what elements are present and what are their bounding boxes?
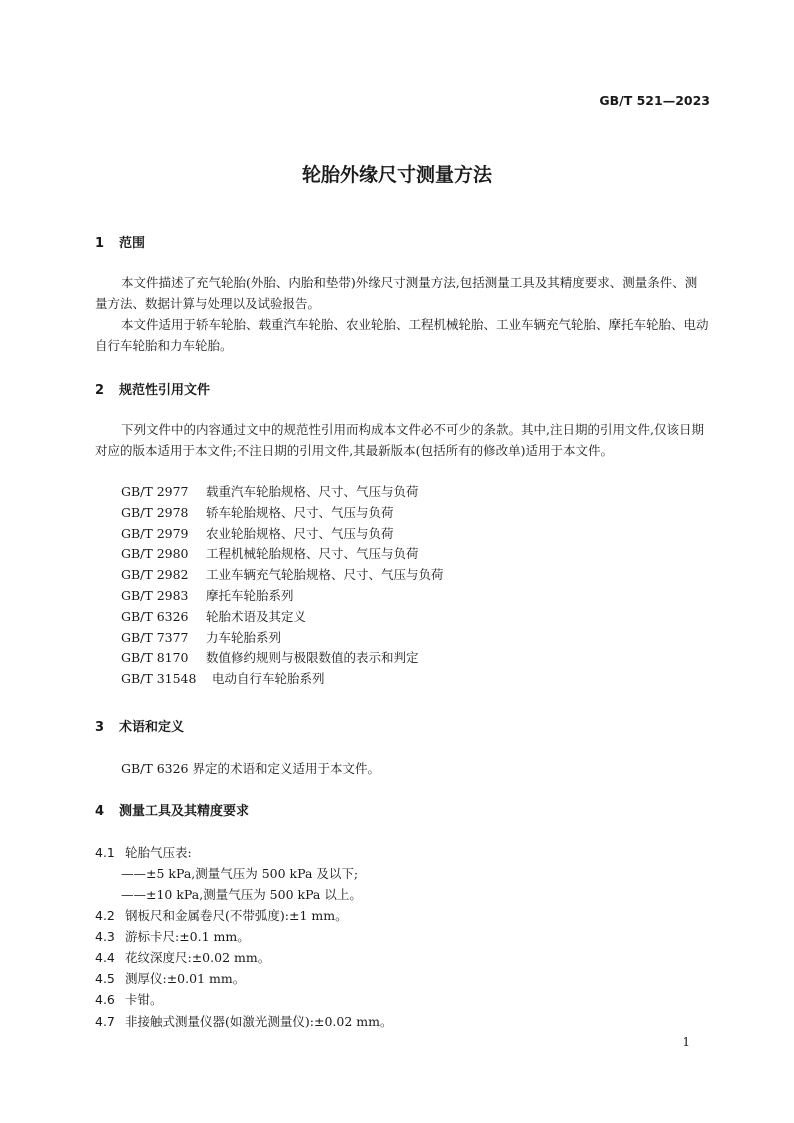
reference-item [121, 586, 444, 607]
standard-code: GB/T 521—2023 [599, 93, 710, 108]
clause-text: 轮胎气压表: [125, 845, 192, 860]
clause-text: 游标卡尺:±0.1 mm。 [125, 929, 250, 944]
clause-4-2 [95, 906, 348, 924]
section-title: 术语和定义 [119, 720, 185, 735]
dash-list-item: ——±5 kPa,测量气压为 500 kPa 及以下; [121, 866, 359, 881]
clause-4-4 [95, 948, 270, 966]
reference-item [121, 565, 444, 586]
reference-title: 农业轮胎规格、尺寸、气压与负荷 [206, 525, 394, 541]
reference-title: 数值修约规则与极限数值的表示和判定 [206, 650, 419, 666]
section-1-heading [95, 232, 145, 251]
reference-title: 电动自行车轮胎系列 [212, 671, 325, 687]
clause-4-1 [95, 843, 192, 861]
section-title: 规范性引用文件 [119, 383, 211, 398]
document-title: 轮胎外缘尺寸测量方法 [301, 164, 492, 186]
clause-text: 花纹深度尺:±0.02 mm。 [125, 950, 271, 965]
reference-code: GB/T 6326 [121, 608, 189, 624]
reference-item [121, 607, 444, 628]
clause-4-6 [95, 990, 163, 1008]
terms-text: GB/T 6326 界定的术语和定义适用于本文件。 [121, 761, 380, 776]
reference-item [121, 648, 444, 669]
section-title: 范围 [119, 236, 146, 251]
reference-title: 力车轮胎系列 [206, 629, 282, 645]
section-number: 2 [95, 383, 105, 398]
section-3-heading [95, 716, 184, 735]
reference-item [121, 544, 444, 565]
reference-title: 工业车辆充气轮胎规格、尺寸、气压与负荷 [206, 567, 444, 583]
reference-code: GB/T 2977 [121, 484, 189, 499]
section-number: 1 [95, 236, 105, 251]
scope-body [95, 272, 709, 356]
clause-4-5 [95, 969, 245, 987]
reference-title: 载重汽车轮胎规格、尺寸、气压与负荷 [206, 484, 419, 499]
reference-code: GB/T 2983 [121, 587, 189, 603]
clause-number: 4.6 [95, 992, 115, 1007]
clause-text: 测厚仪:±0.01 mm。 [125, 971, 246, 986]
reference-title: 工程机械轮胎规格、尺寸、气压与负荷 [206, 546, 419, 562]
reference-list [121, 482, 444, 690]
dash-list-item: ——±10 kPa,测量气压为 500 kPa 以上。 [121, 887, 362, 902]
reference-code: GB/T 7377 [121, 629, 189, 645]
references-paragraph: 下列文件中的内容通过文中的规范性引用而构成本文件必不可少的条款。其中,注日期的引用文件,仅该日期对应的版本适用于本文件;不注日期的引用文件,其最新版本(包括所有的修改单)适用于本文件。 [95, 422, 704, 458]
page-number: 1 [682, 1035, 690, 1049]
clause-number: 4.4 [95, 950, 115, 965]
clause-number: 4.3 [95, 929, 115, 944]
reference-code: GB/T 31548 [121, 671, 197, 687]
reference-item [121, 669, 444, 690]
reference-code: GB/T 2980 [121, 546, 189, 562]
clause-number: 4.2 [95, 908, 115, 923]
reference-item [121, 628, 444, 649]
section-title: 测量工具及其精度要求 [119, 804, 250, 819]
section-number: 4 [95, 804, 105, 819]
reference-item [121, 524, 444, 545]
scope-paragraph: 本文件描述了充气轮胎(外胎、内胎和垫带)外缘尺寸测量方法,包括测量工具及其精度要求、测量条件、测量方法、数据计算与处理以及试验报告。 [95, 275, 698, 311]
scope-paragraph: 本文件适用于轿车轮胎、载重汽车轮胎、农业轮胎、工程机械轮胎、工业车辆充气轮胎、摩托车轮胎、电动自行车轮胎和力车轮胎。 [95, 317, 709, 353]
reference-title: 轿车轮胎规格、尺寸、气压与负荷 [206, 504, 394, 520]
clause-4-3 [95, 927, 250, 945]
clause-number: 4.5 [95, 971, 115, 986]
clause-text: 非接触式测量仪器(如激光测量仪):±0.02 mm。 [125, 1014, 393, 1029]
clause-4-7 [95, 1012, 392, 1030]
reference-title: 摩托车轮胎系列 [206, 587, 294, 603]
section-4-heading [95, 800, 249, 819]
clause-number: 4.1 [95, 845, 115, 860]
clause-number: 4.7 [95, 1014, 115, 1029]
reference-code: GB/T 2978 [121, 504, 189, 520]
section-2-heading [95, 379, 210, 398]
reference-title: 轮胎术语及其定义 [206, 608, 307, 624]
references-intro [95, 419, 709, 461]
reference-code: GB/T 2982 [121, 567, 189, 583]
reference-item [121, 503, 444, 524]
reference-item [121, 482, 444, 503]
reference-code: GB/T 8170 [121, 650, 189, 666]
clause-text: 钢板尺和金属卷尺(不带弧度):±1 mm。 [125, 908, 348, 923]
reference-code: GB/T 2979 [121, 525, 189, 541]
clause-text: 卡钳。 [125, 992, 163, 1007]
section-number: 3 [95, 720, 105, 735]
